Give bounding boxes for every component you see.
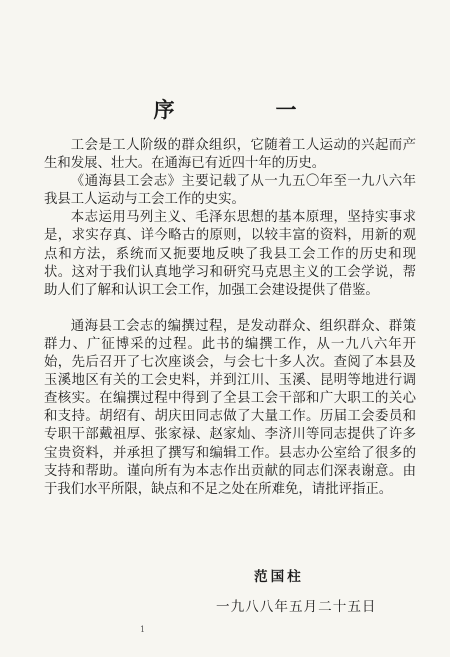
paragraph-4: 通海县工会志的编撰过程，是发动群众、组织群众、群策群力、广征博采的过程。此书的编撰工作，从一九八六年开始，先后召开了七次座谈会，与会七十多人次。查阅了本县及玉溪地区有关的工会史料，并到江川、玉溪、昆明等地进行调查核实。在编撰过程中得到了全县工会干部和广大职工的关心和支持。胡绍有、胡庆田同志做了大量工作。历届工会委员和专职干部戴祖厚、张家禄、赵家灿、李济川等同志提供了许多宝贵资料，并承担了撰写和编辑工作。县志办公室给了很多的支持和帮助。谨向所有为本志作出贡献的同志们深表谢意。由于我们水平所限，缺点和不足之处在所难免，请批评指正。 (44, 318, 416, 497)
document-date: 一九八八年五月二十五日 (216, 599, 377, 615)
page-title: 序 一 (153, 97, 337, 122)
paragraph-3: 本志运用马列主义、毛泽东思想的基本原理，坚持实事求是，求实存真、详今略古的原则，以较丰富的资料，用新的观点和方法，系统而又扼要地反映了我县工会工作的历史和现状。这对于我们认真地学习和研究马克思主义的工会学说，帮助人们了解和认识工会工作，加强工会建设提供了借鉴。 (44, 210, 416, 298)
paragraph-2: 《通海县工会志》主要记载了从一九五〇年至一九八六年我县工人运动与工会工作的史实。 (44, 174, 416, 208)
page-mark: 1 (140, 625, 146, 634)
document-body (44, 137, 416, 499)
author-signature: 范国柱 (254, 569, 304, 585)
paragraph-gap (44, 300, 416, 318)
paragraph-1: 工会是工人阶级的群众组织，它随着工人运动的兴起而产生和发展、壮大。在通海已有近四十年的历史。 (44, 138, 416, 172)
